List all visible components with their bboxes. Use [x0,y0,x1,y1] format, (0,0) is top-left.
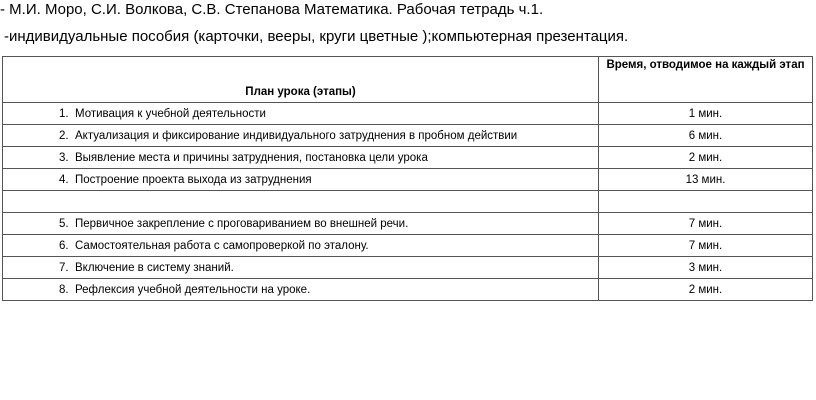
stage-text: Актуализация и фиксирование индивидуального затруднения в пробном действии [75,129,518,142]
stage-text: Включение в систему знаний. [75,261,234,274]
stage-number: 4. [59,173,69,186]
stage-cell [3,257,599,279]
stage-number: 6. [59,239,69,252]
table-row [3,213,813,235]
table-row-empty [3,191,813,213]
stage-text: Построение проекта выхода из затруднения [75,173,312,186]
stage-number: 5. [59,217,69,230]
stage-text: Выявление места и причины затруднения, постановка цели урока [75,151,428,164]
table-row [3,257,813,279]
table-row [3,125,813,147]
stage-cell [3,235,599,257]
stage-cell [3,213,599,235]
table-row [3,103,813,125]
stage-cell [3,125,599,147]
lesson-plan-table [2,56,813,301]
stage-number: 2. [59,129,69,142]
stage-number: 1. [59,107,69,120]
time-cell: 1 мин. [599,103,813,125]
materials-line-aids: -индивидуальные пособия (карточки, вееры, круги цветные );компьютерная презентация. [4,28,629,45]
stage-number: 7. [59,261,69,274]
header-stage: План урока (этапы) [3,57,599,103]
time-cell: 13 мин. [599,169,813,191]
stage-text: Рефлексия учебной деятельности на уроке. [75,283,311,296]
table-row [3,235,813,257]
table-row [3,279,813,301]
stage-cell [3,103,599,125]
time-cell: 7 мин. [599,213,813,235]
table-row [3,169,813,191]
time-cell: 2 мин. [599,147,813,169]
empty-time-cell [599,191,813,213]
time-cell: 2 мин. [599,279,813,301]
time-cell: 7 мин. [599,235,813,257]
time-cell: 6 мин. [599,125,813,147]
empty-stage-cell [3,191,599,213]
stage-text: Первичное закрепление с проговариванием во внешней речи. [75,217,409,230]
stage-number: 8. [59,283,69,296]
materials-line-textbook: - М.И. Моро, С.И. Волкова, С.В. Степанова Математика. Рабочая тетрадь ч.1. [0,1,544,18]
stage-text: Самостоятельная работа с самопроверкой по эталону. [75,239,369,252]
stage-cell [3,169,599,191]
table-header-row [3,57,813,103]
time-cell: 3 мин. [599,257,813,279]
stage-cell [3,279,599,301]
table-row [3,147,813,169]
stage-text: Мотивация к учебной деятельности [75,107,266,120]
stage-cell [3,147,599,169]
stage-number: 3. [59,151,69,164]
header-time: Время, отводимое на каждый этап [599,57,813,103]
